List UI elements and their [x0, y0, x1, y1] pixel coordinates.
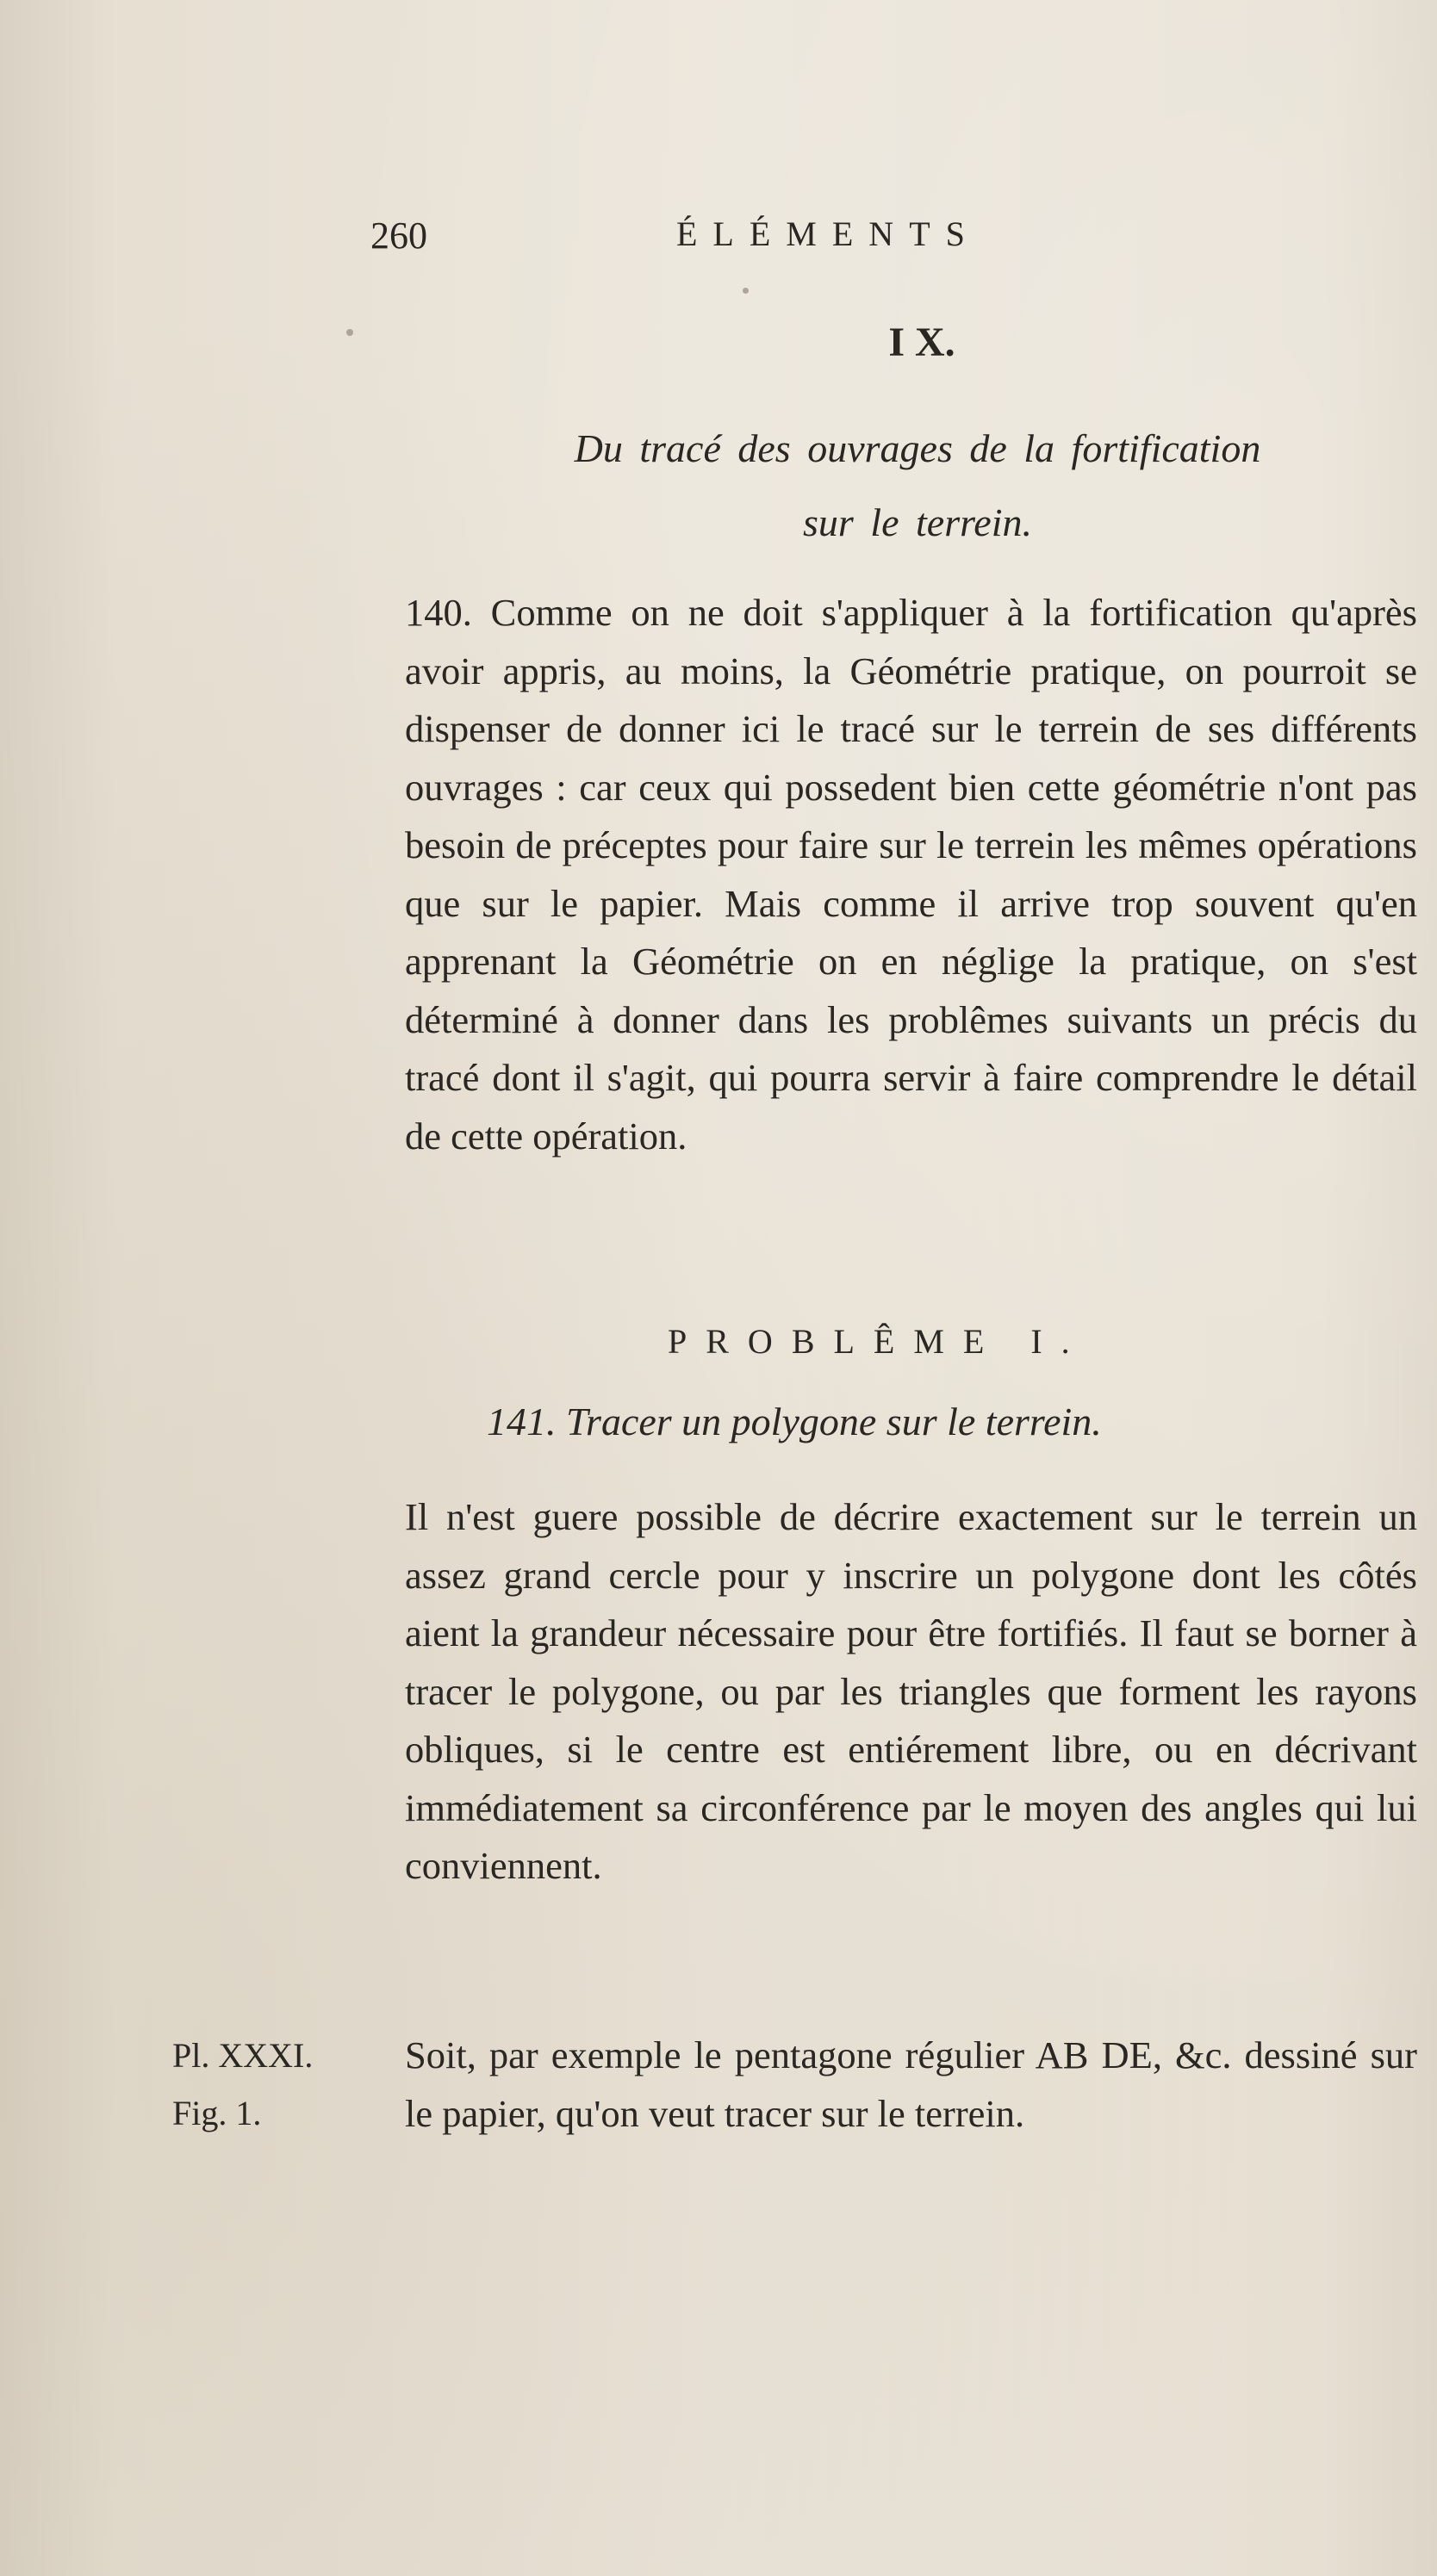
- problem-statement-141: 141. Tracer un polygone sur le terrein.: [487, 1400, 1102, 1443]
- paragraph-140: 140. Comme on ne doit s'appliquer à la fortification qu'après avoir appris, au moins, la Géométrie pratique, on pourroit se dispenser de donner ici le tracé sur le terrein de ses différents ouvrages : car ceux qui possedent bien cette géométrie n'ont pas besoin de préceptes pour faire sur le terrein les mêmes opérations que sur le papier. Mais comme il arrive trop souvent qu'en apprenant la Géométrie on en néglige la pratique, on s'est déterminé à donner dans les problêmes suivants un précis du tracé dont il s'agit, qui pourra servir à faire comprendre le détail de cette opération.: [405, 591, 1417, 1158]
- running-head: [370, 214, 1146, 265]
- margin-note-figure: Fig. 1.: [172, 2094, 262, 2132]
- section-number: I X.: [888, 320, 955, 365]
- problem-heading: PROBLÊME I.: [668, 1322, 1089, 1361]
- section-title: [439, 412, 1396, 560]
- margin-note-plate: Pl. XXXI.: [172, 2036, 314, 2075]
- section-title-line-1: Du tracé des ouvrages de la fortification: [574, 426, 1261, 470]
- running-title: ÉLÉMENTS: [676, 214, 980, 253]
- paragraph-141-body: Il n'est guere possible de décrire exactement sur le terrein un assez grand cercle pour y inscrire un polygone dont les côtés aient la grandeur nécessaire pour être fortifiés. Il faut se borner à tracer le polygone, ou par les triangles que forment les rayons obliques, si le centre est entiérement libre, ou en décrivant immédiatement sa circonférence par le moyen des angles qui lui conviennent.: [405, 1495, 1417, 1887]
- page-number: 260: [370, 214, 427, 257]
- section-title-line-2: sur le terrein.: [803, 500, 1032, 544]
- paragraph-example: Soit, par exemple le pentagone régulier AB DE, &c. dessiné sur le papier, qu'on veut tracer sur le terrein.: [405, 2033, 1417, 2135]
- ink-speck: [743, 288, 749, 294]
